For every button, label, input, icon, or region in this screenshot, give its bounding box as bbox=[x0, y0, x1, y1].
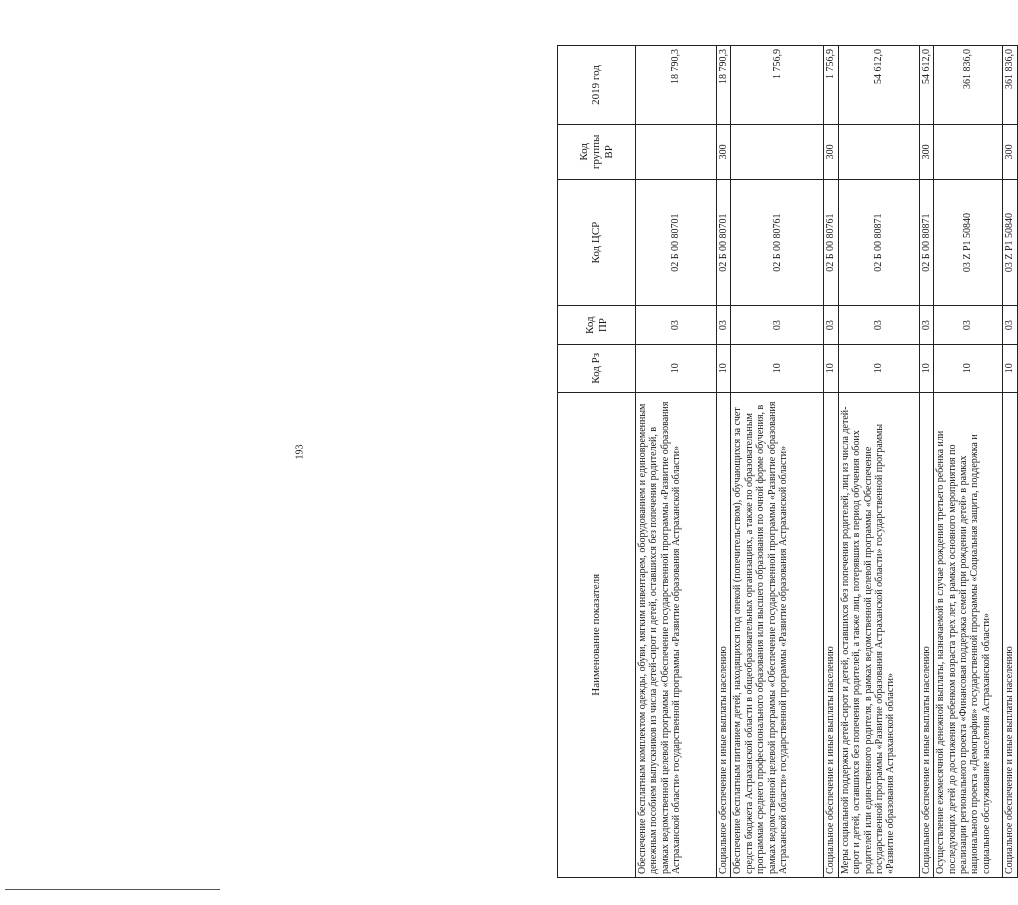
row-vr bbox=[838, 124, 919, 179]
row-rz: 10 bbox=[731, 345, 824, 393]
row-pr: 03 bbox=[934, 306, 1003, 345]
row-csr: 03 Z P1 50840 bbox=[934, 179, 1003, 305]
row-csr: 02 Б 00 80761 bbox=[824, 179, 838, 305]
row-csr: 02 Б 00 80701 bbox=[636, 179, 717, 305]
table-row bbox=[1003, 46, 1017, 878]
budget-table bbox=[557, 45, 1018, 878]
row-csr: 03 Z P1 50840 bbox=[1003, 179, 1017, 305]
table-row bbox=[934, 46, 1003, 878]
row-rz: 10 bbox=[824, 345, 838, 393]
row-vr bbox=[731, 124, 824, 179]
row-vr: 300 bbox=[1003, 124, 1017, 179]
row-vr bbox=[636, 124, 717, 179]
row-vr: 300 bbox=[824, 124, 838, 179]
row-pr: 03 bbox=[636, 306, 717, 345]
row-csr: 02 Б 00 80871 bbox=[838, 179, 919, 305]
row-pr: 03 bbox=[1003, 306, 1017, 345]
row-vr: 300 bbox=[717, 124, 731, 179]
header-vr: Код группы ВР bbox=[558, 124, 636, 179]
row-name: Социальное обеспечение и иные выплаты населению bbox=[717, 392, 731, 877]
row-amount: 361 836,0 bbox=[1003, 46, 1017, 125]
row-pr: 03 bbox=[731, 306, 824, 345]
header-pr: Код ПР bbox=[558, 306, 636, 345]
row-amount: 361 836,0 bbox=[934, 46, 1003, 125]
page-bottom-rule bbox=[5, 889, 220, 890]
header-name: Наименование показателя bbox=[558, 392, 636, 877]
row-csr: 02 Б 00 80871 bbox=[919, 179, 933, 305]
row-name: Обеспечение бесплатным питанием детей, находящихся под опекой (попечительством), обучающихся за счет средств бюджета Астраханской области в общеобразовательных организациях, а также по образовательным программам среднего профессионального образования или высшего образования по очной форме обучения, в рамках ведомственной целевой программы «Обеспечение государственной программы «Развитие образования Астраханской области» государственной программы «Развитие образования Астраханской области» bbox=[731, 392, 824, 877]
row-amount: 18 790,3 bbox=[717, 46, 731, 125]
row-rz: 10 bbox=[1003, 345, 1017, 393]
row-name: Обеспечение бесплатным комплектом одежды, обуви, мягким инвентарем, оборудованием и единовременным денежным пособием выпускников из числа детей-сирот и детей, оставшихся без попечения родителей, в рамках ведомственной целевой программы «Обеспечение государственной программы «Развитие образования Астраханской области» государственной программы «Развитие образования Астраханской области» bbox=[636, 392, 717, 877]
row-rz: 10 bbox=[717, 345, 731, 393]
row-name: Осуществление ежемесячной денежной выплаты, назначаемой в случае рождения третьего ребенка или последующих детей до достижения ребенком возраста трех лет, в рамках основного мероприятия по реализации регионального проекта «Финансовая поддержка семей при рождении детей» в рамках национального проекта «Демография» государственной программы «Социальная защита, поддержка и социальное обслуживание населения Астраханской области» bbox=[934, 392, 1003, 877]
header-rz: Код Рз bbox=[558, 345, 636, 393]
table-row bbox=[731, 46, 824, 878]
table-row bbox=[636, 46, 717, 878]
row-rz: 10 bbox=[838, 345, 919, 393]
row-amount: 18 790,3 bbox=[636, 46, 717, 125]
row-amount: 54 612,0 bbox=[838, 46, 919, 125]
table-row bbox=[717, 46, 731, 878]
row-rz: 10 bbox=[934, 345, 1003, 393]
row-csr: 02 Б 00 80701 bbox=[717, 179, 731, 305]
row-amount: 1 756,9 bbox=[731, 46, 824, 125]
row-pr: 03 bbox=[919, 306, 933, 345]
row-pr: 03 bbox=[824, 306, 838, 345]
row-pr: 03 bbox=[838, 306, 919, 345]
row-amount: 54 612,0 bbox=[919, 46, 933, 125]
table-row bbox=[824, 46, 838, 878]
row-amount: 1 756,9 bbox=[824, 46, 838, 125]
row-csr: 02 Б 00 80761 bbox=[731, 179, 824, 305]
row-name: Социальное обеспечение и иные выплаты населению bbox=[919, 392, 933, 877]
table-header-row bbox=[558, 46, 636, 878]
row-name: Социальное обеспечение и иные выплаты населению bbox=[1003, 392, 1017, 877]
table-row bbox=[838, 46, 919, 878]
row-rz: 10 bbox=[636, 345, 717, 393]
row-vr: 300 bbox=[919, 124, 933, 179]
row-pr: 03 bbox=[717, 306, 731, 345]
header-csr: Код ЦСР bbox=[558, 179, 636, 305]
row-name: Меры социальной поддержки детей-сирот и детей, оставшихся без попечения родителей, лиц из числа детей-сирот и детей, оставшихся без попечения родителей, а также лиц, потерявших в период обучения обоих родителей или единственного родителя, в рамках ведомственной целевой программы «Обеспечение государственной программы «Развитие образования Астраханской области» государственной программы «Развитие образования Астраханской области» bbox=[838, 392, 919, 877]
header-year: 2019 год bbox=[558, 46, 636, 125]
page-number: 193 bbox=[294, 444, 306, 460]
table-row bbox=[919, 46, 933, 878]
row-name: Социальное обеспечение и иные выплаты населению bbox=[824, 392, 838, 877]
row-vr bbox=[934, 124, 1003, 179]
row-rz: 10 bbox=[919, 345, 933, 393]
